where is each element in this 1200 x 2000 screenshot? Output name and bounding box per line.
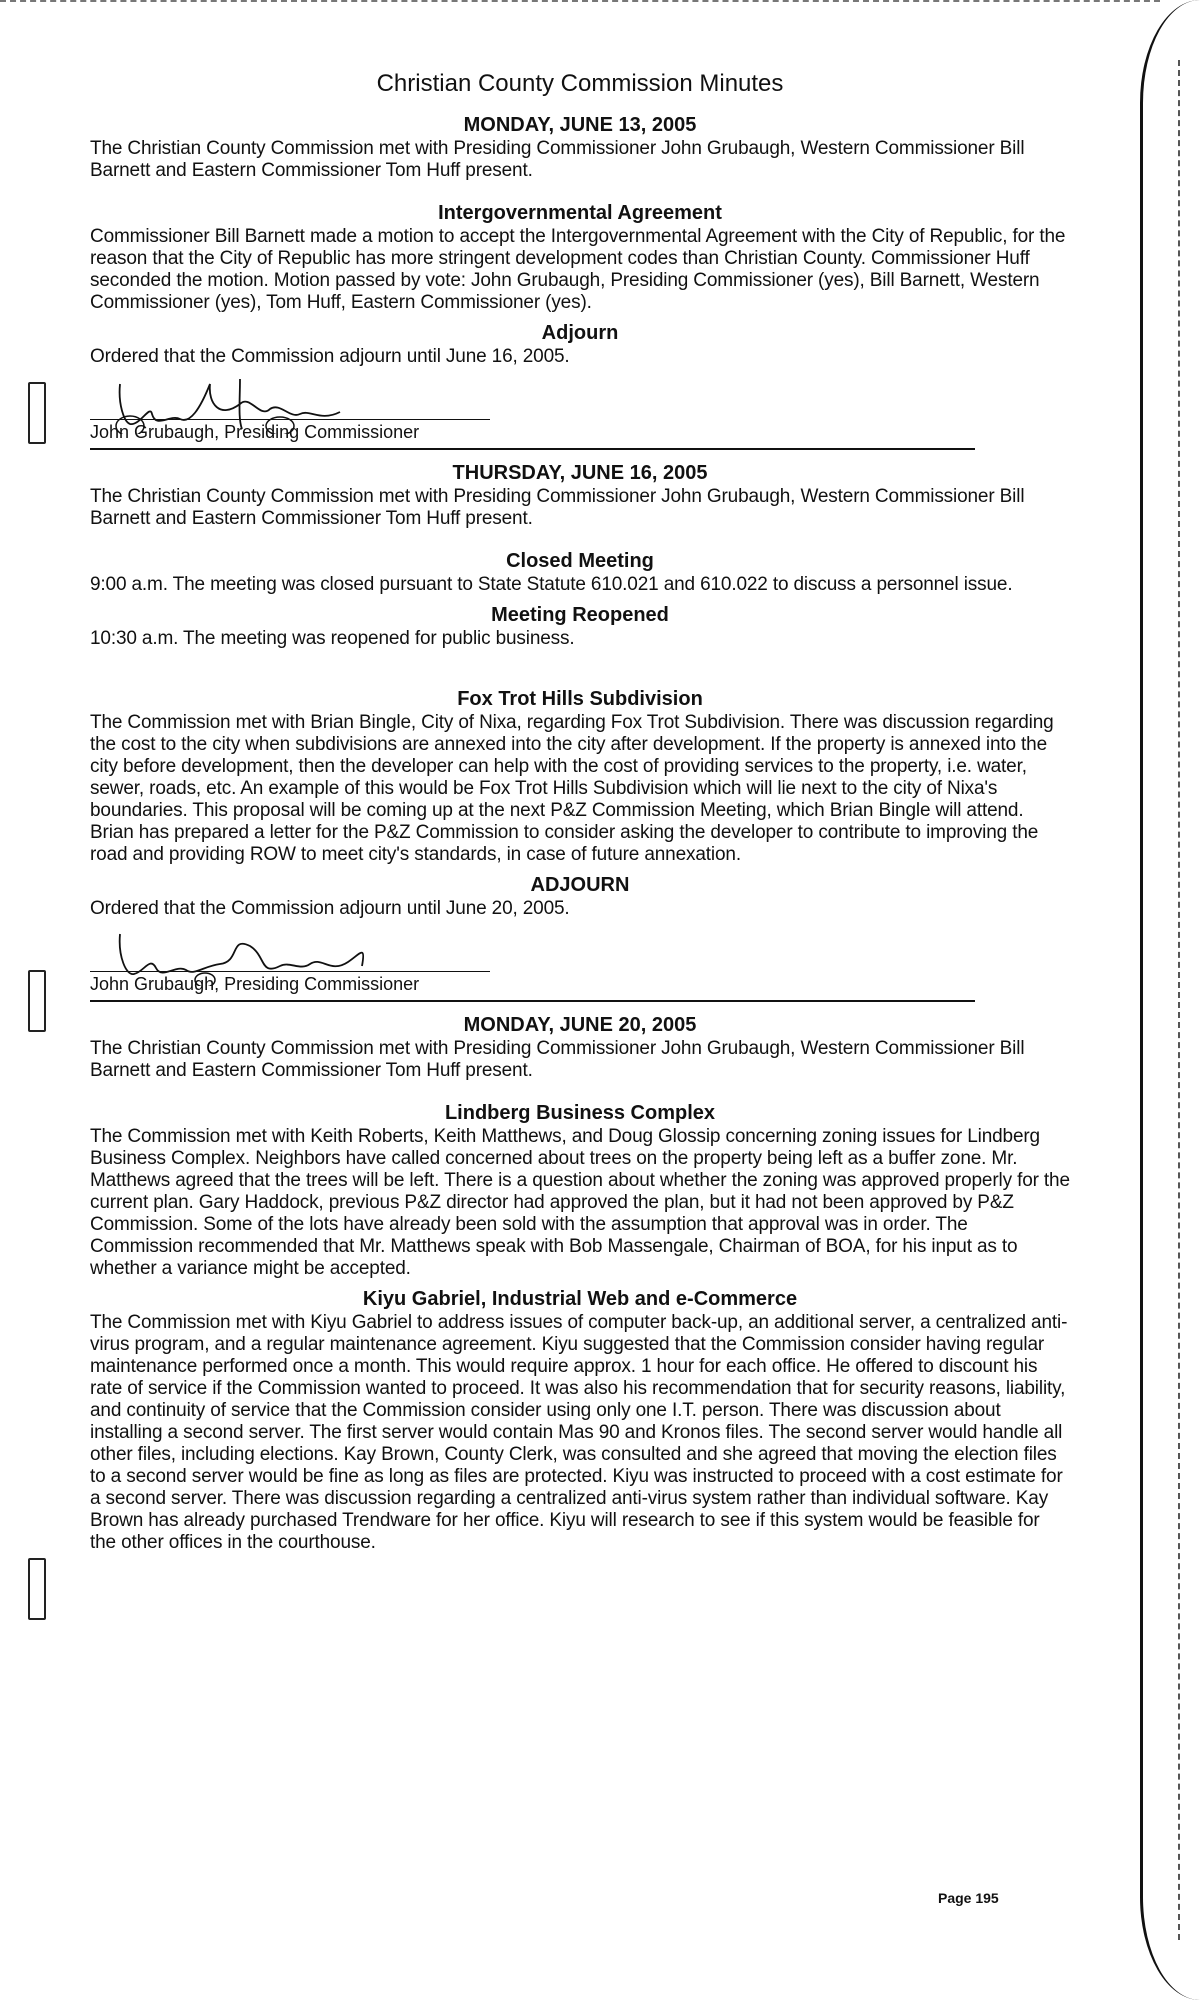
- attendance-text: The Christian County Commission met with Presiding Commissioner John Grubaugh, Western Commissioner Bill Barnett and Eastern Commissioner Tom Huff present.: [90, 1038, 1025, 1081]
- signature-line: [90, 971, 490, 972]
- punch-hole: [28, 382, 46, 444]
- page-top-edge: [0, 0, 1160, 6]
- section-heading: ADJOURN: [530, 874, 630, 896]
- signature-caption: John Grubaugh, Presiding Commissioner: [90, 974, 420, 994]
- attendance-text: The Christian County Commission met with Presiding Commissioner John Grubaugh, Western Commissioner Bill Barnett and Eastern Commissioner Tom Huff present.: [90, 486, 1025, 529]
- section-heading: Kiyu Gabriel, Industrial Web and e-Commerce: [362, 1288, 798, 1310]
- section-text: 9:00 a.m. The meeting was closed pursuant to State Statute 610.021 and 610.022 to discuss a personnel issue.: [90, 574, 1013, 595]
- section-heading: Intergovernmental Agreement: [438, 202, 722, 224]
- signature-block: [90, 926, 490, 994]
- punch-hole: [28, 1558, 46, 1620]
- section-heading: Lindberg Business Complex: [444, 1102, 716, 1124]
- session-date: THURSDAY, JUNE 16, 2005: [452, 462, 708, 484]
- attendance-text: The Christian County Commission met with Presiding Commissioner John Grubaugh, Western Commissioner Bill Barnett and Eastern Commissioner Tom Huff present.: [90, 138, 1025, 181]
- punch-hole: [28, 970, 46, 1032]
- section-heading: Meeting Reopened: [491, 604, 669, 626]
- section-divider: [90, 1000, 975, 1002]
- binding-stitch: [1178, 60, 1182, 1940]
- section-text: 10:30 a.m. The meeting was reopened for public business.: [90, 628, 575, 649]
- section-text: Commissioner Bill Barnett made a motion to accept the Intergovernmental Agreement with the City of Republic, for the reason that the City of Republic has more stringent development codes than Christian County. Commissioner Huff seconded the motion. Motion passed by vote: John Grubaugh, Presiding Commissioner (yes), Bill Barnett, Western Commissioner (yes), Tom Huff, Eastern Commissioner (yes).: [90, 226, 1066, 313]
- section-heading: Fox Trot Hills Subdivision: [457, 688, 703, 710]
- document-title: Christian County Commission Minutes: [376, 70, 784, 97]
- section-heading: Closed Meeting: [506, 550, 654, 572]
- section-text: The Commission met with Brian Bingle, City of Nixa, regarding Fox Trot Subdivision. There was discussion regarding the cost to the city when subdivisions are annexed into the city after development. If the property is annexed into the city before development, then the developer can help with the cost of providing services to the property, i.e. water, sewer, roads, etc. An example of this would be Fox Trot Hills Subdivision which will lie next to the city of Nixa's boundaries. This proposal will be coming up at the next P&Z Commission Meeting, which Brian Bingle will attend. Brian has prepared a letter for the P&Z Commission to consider asking the developer to contribute to improving the road and providing ROW to meet city's standards, in case of future annexation.: [90, 712, 1054, 865]
- binding-edge: [1140, 0, 1200, 2000]
- section-heading: Adjourn: [541, 322, 619, 344]
- section-text: The Commission met with Keith Roberts, Keith Matthews, and Doug Glossip concerning zoning issues for Lindberg Business Complex. Neighbors have called concerned about trees on the property being left as a buffer zone. Mr. Matthews agreed that the trees will be left. There is a question about whether the zoning was approved properly for the current plan. Gary Haddock, previous P&Z director had approved the plan, but it had not been approved by P&Z Commission. Some of the lots have already been sold with the assumption that approval was in order. The Commission recommended that Mr. Matthews speak with Bob Massengale, Chairman of BOA, for his input as to whether a variance might be accepted.: [90, 1126, 1070, 1279]
- section-text: Ordered that the Commission adjourn until June 20, 2005.: [90, 898, 570, 919]
- signature-line: [90, 419, 490, 420]
- session-june-16: [90, 460, 1070, 1002]
- section-text: The Commission met with Kiyu Gabriel to address issues of computer back-up, an additional server, a centralized anti-virus program, and a regular maintenance agreement. Kiyu suggested that the Commission consider having regular maintenance performed once a month. This would require approx. 1 hour for each office. He offered to discount his rate of service if the Commission wanted to proceed. It was also his recommendation that for security reasons, liability, and continuity of service that the Commission consider using only one I.T. person. There was discussion about installing a second server. The first server would contain Mas 90 and Kronos files. The second server would handle all other files, including elections. Kay Brown, County Clerk, was consulted and she agreed that moving the election files to a second server would be fine as long as files are protected. Kiyu was instructed to proceed with a cost estimate for a second server. There was discussion regarding a centralized anti-virus system rather than individual software. Kay Brown has already purchased Trendware for her office. Kiyu will research to see if this system would be feasible for the other offices in the courthouse.: [90, 1312, 1068, 1553]
- section-divider: [90, 448, 975, 450]
- signature-block: [90, 374, 490, 442]
- signature-caption: John Grubaugh, Presiding Commissioner: [90, 422, 420, 442]
- session-june-20: [90, 1012, 1070, 1554]
- minutes-body: [90, 70, 1070, 1560]
- session-date: MONDAY, JUNE 13, 2005: [463, 114, 697, 136]
- page-number: Page 195: [938, 1890, 999, 1906]
- session-june-13: [90, 112, 1070, 450]
- session-date: MONDAY, JUNE 20, 2005: [463, 1014, 697, 1036]
- section-text: Ordered that the Commission adjourn until June 16, 2005.: [90, 346, 570, 367]
